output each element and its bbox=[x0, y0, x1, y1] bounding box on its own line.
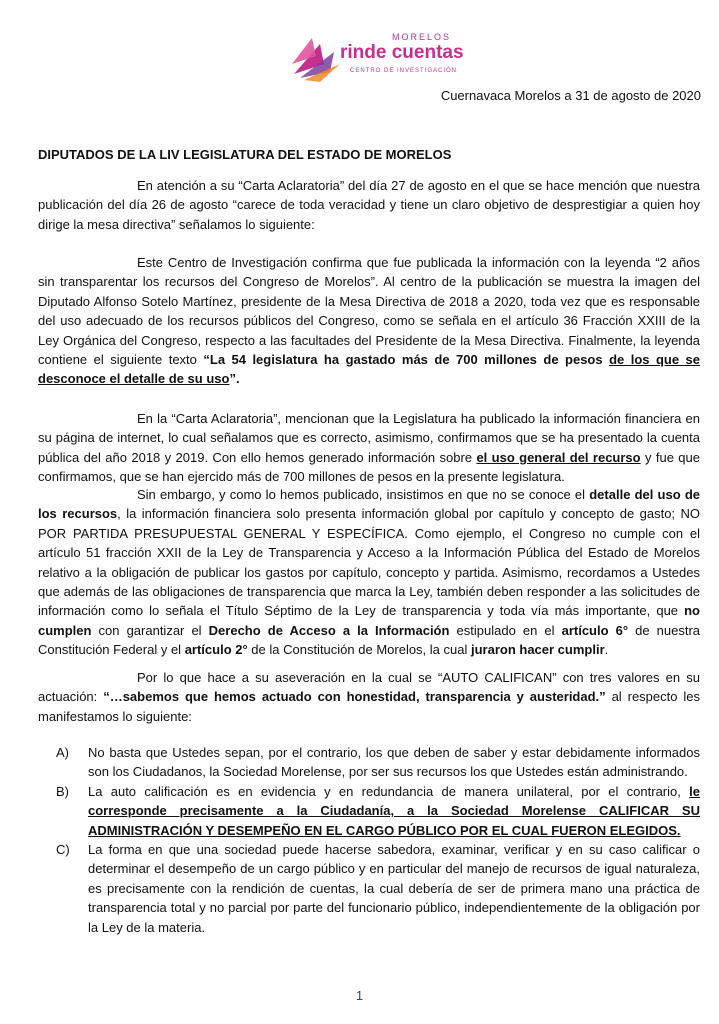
date-line: Cuernavaca Morelos a 31 de agosto de 2020 bbox=[440, 88, 701, 103]
paragraph-3-text: En la “Carta Aclaratoria”, mencionan que la Legislatura ha publicado la información financiera en su página de internet, lo cual señalamos que es correcto, asimismo, confirmamos que se ha presentado la cuenta pública del año 2018 y 2019. Con ello hemos generado información sobre bbox=[38, 411, 700, 465]
paragraph-3 bbox=[38, 409, 700, 487]
logo-main-text: rinde cuentas bbox=[340, 42, 464, 63]
paragraph-2-underlined: de los que se desconoce el detalle de su uso bbox=[38, 352, 700, 387]
paragraph-4-bold-f: Derecho de Acceso a la Información bbox=[208, 622, 450, 638]
paragraph-3-text-end: y fue que confirmamos, que se han ejercido más de 700 millones de pesos en la presente legislatura. bbox=[38, 449, 700, 485]
paragraph-2-quote: “La 54 legislatura ha gastado más de 700 millones de pesos bbox=[203, 352, 610, 368]
logo-sub-text: CENTRO DE INVESTIGACIÓN bbox=[350, 68, 458, 74]
list-item bbox=[38, 840, 700, 937]
list-item-underlined: le corresponde precisamente a la Ciudadanía, a la Sociedad Morelense CALIFICAR SU ADMINISTRACIÓN Y DESEMPEÑO EN EL CARGO PÚBLICO POR EL CUAL FUERON ELEGIDOS. bbox=[88, 783, 700, 838]
paragraph-2-text: Este Centro de Investigación confirma que fue publicada la información con la leyenda “2 años sin transparentar los recursos del Congreso de Morelos”. Al centro de la publicación se muestra la imagen del Diputado Alfonso Sotelo Martínez, presidente de la Mesa Directiva de 2018 a 2020, toda vez que es responsable del uso adecuado de los recursos públicos del Congreso, como se señala en el artículo 36 Fracción XXIII de la Ley Orgánica del Congreso, respecto a las facultades del Presidente de la Mesa Directiva. Finalmente, la leyenda contiene el siguiente texto bbox=[38, 255, 700, 368]
paragraph-2-quote-end: ”. bbox=[229, 371, 240, 387]
paragraph-4-text-m: . bbox=[604, 642, 609, 658]
morelos-rinde-cuentas-logo bbox=[290, 30, 464, 84]
list-item-text: La auto calificación es en evidencia y en redundancia de manera unilateral, por el contrario, bbox=[88, 783, 690, 799]
paragraph-2 bbox=[38, 253, 700, 389]
list-marker: B) bbox=[56, 783, 69, 799]
paragraph-4-text-a: Sin embargo, y como lo hemos publicado, insistimos en que no se conoce el bbox=[137, 487, 590, 502]
paragraph-4-bold-l: juraron hacer cumplir bbox=[470, 642, 605, 658]
list-item bbox=[38, 782, 700, 840]
paragraph-1-text: En atención a su “Carta Aclaratoria” del día 27 de agosto en el que se hace mención que nuestra publicación del día 26 de agosto “carece de toda veracidad y tiene un claro objetivo de desprestigiar a quien hoy dirige la mesa directiva” señalamos lo siguiente: bbox=[38, 178, 700, 232]
paragraph-4-bold-h: artículo 6° bbox=[561, 622, 629, 638]
paragraph-3-underlined: el uso general del recurso bbox=[476, 449, 641, 465]
paragraph-5-text: Por lo que hace a su aseveración en la cual se “AUTO CALIFICAN” con tres valores en su actuación: bbox=[38, 670, 700, 705]
numbered-list bbox=[38, 743, 700, 937]
list-marker: C) bbox=[56, 842, 70, 858]
list-item bbox=[38, 743, 700, 782]
paragraph-4-bold-j: artículo 2° bbox=[184, 642, 248, 658]
paragraph-4-text-g: estipulado en el bbox=[449, 622, 562, 638]
paragraph-4-text-i: de nuestra Constitución Federal y el bbox=[38, 622, 701, 658]
paragraph-4-text-c: , la información financiera solo presenta información global por capítulo y concepto de gasto; NO POR PARTIDA PRESUPUESTAL GENERAL Y ESPECÍFICA. Como ejemplo, el Congreso no cumple con el artículo 51 fracción XXII de la Ley de Transparencia y Acceso a la Información Pública del Estado de Morelos relativo a la obligación de publicar los gastos por capítulo, concepto y partida. Asimismo, recordamos a Ustedes que además de las obligaciones de transparencia que marca la Ley, también deben responder a las solicitudes de información como lo señala el Título Séptimo de la Ley de transparencia y toda vía más importante, que bbox=[38, 506, 700, 619]
logo-top-text: MORELOS bbox=[392, 32, 452, 42]
paragraph-4-bold-b: detalle del uso de los recursos bbox=[38, 487, 700, 522]
page-number: 1 bbox=[355, 988, 364, 1003]
paragraph-5 bbox=[38, 668, 700, 726]
paragraph-5-text-end: al respecto les manifestamos lo siguiente: bbox=[38, 689, 701, 724]
paragraph-4-text-e: con garantizar el bbox=[91, 622, 209, 638]
list-marker: A) bbox=[56, 745, 69, 760]
paragraph-4-text-k: de la Constitución de Morelos, la cual bbox=[247, 642, 471, 658]
paragraph-4-bold-d: no cumplen bbox=[38, 603, 700, 638]
paragraph-1 bbox=[38, 176, 700, 234]
list-item-text: No basta que Ustedes sepan, por el contrario, los que deben de saber y estar debidamente informados son los Ciudadanos, la Sociedad Morelense, por ser sus recursos los que Ustedes están administrando. bbox=[88, 745, 700, 780]
list-item-text: La forma en que una sociedad puede hacerse sabedora, examinar, verificar y en su caso calificar o determinar el desempeño de un cargo público y en particular del manejo de recursos de igual naturaleza, es precisamente con la rendición de cuentas, la cual debería de ser de primera mano una práctica de transparencia total y no parcial por parte del funcionario público, independientemente de la obligación por la Ley de la materia. bbox=[88, 842, 700, 935]
paragraph-5-quote: “…sabemos que hemos actuado con honestidad, transparencia y austeridad.” bbox=[103, 689, 606, 705]
paragraph-4 bbox=[38, 485, 700, 660]
addressee-heading: DIPUTADOS DE LA LIV LEGISLATURA DEL ESTADO DE MORELOS bbox=[38, 147, 452, 162]
